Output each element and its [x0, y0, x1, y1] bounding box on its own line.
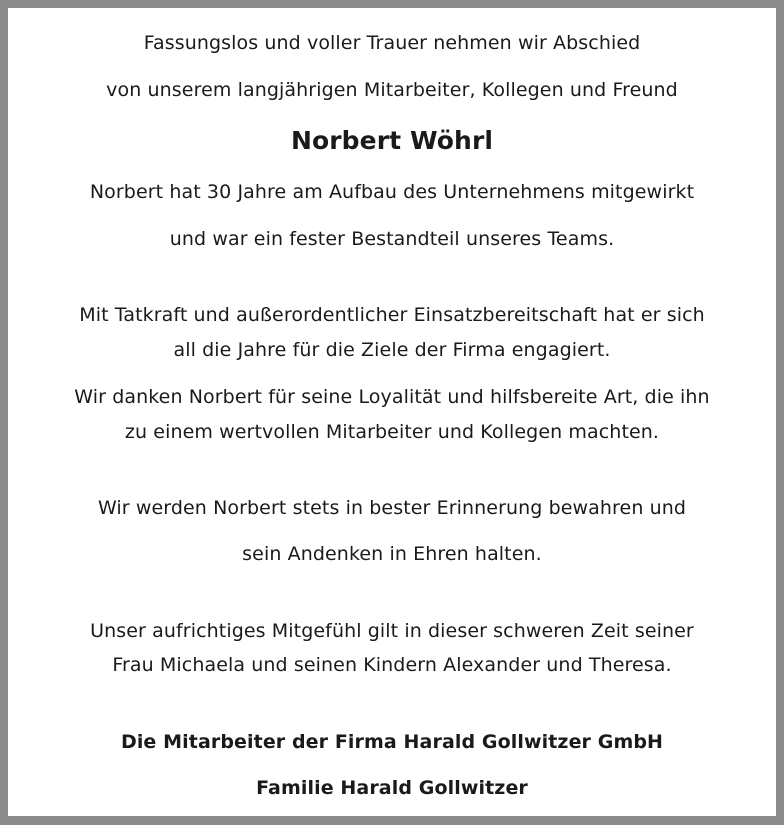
paragraph-3-line-2: zu einem wertvollen Mitarbeiter und Kollegen machten.: [124, 421, 660, 443]
signature-family: Familie Harald Gollwitzer: [256, 777, 528, 799]
paragraph-2-line-1: Mit Tatkraft und außerordentlicher Einsatzbereitschaft hat er sich: [79, 304, 705, 326]
paragraph-1-line-2: und war ein fester Bestandteil unseres Teams.: [169, 228, 615, 250]
paragraph-2-line-2: all die Jahre für die Ziele der Firma engagiert.: [173, 339, 611, 361]
paragraph-4-line-1: Wir werden Norbert stets in bester Erinnerung bewahren und: [97, 497, 687, 519]
deceased-name: Norbert Wöhrl: [290, 126, 494, 155]
paragraph-3-line-1: Wir danken Norbert für seine Loyalität und hilfsbereite Art, die ihn: [74, 386, 710, 408]
paragraph-5-line-2: Frau Michaela und seinen Kindern Alexander und Theresa.: [112, 654, 672, 676]
intro-line-1: Fassungslos und voller Trauer nehmen wir Abschied: [143, 32, 641, 54]
signature-company: Die Mitarbeiter der Firma Harald Gollwitzer GmbH: [120, 731, 664, 753]
paragraph-1-line-1: Norbert hat 30 Jahre am Aufbau des Unternehmens mitgewirkt: [89, 181, 695, 203]
paragraph-4-line-2: sein Andenken in Ehren halten.: [242, 543, 542, 565]
intro-line-2: von unserem langjährigen Mitarbeiter, Kollegen und Freund: [106, 79, 678, 101]
paragraph-5-line-1: Unser aufrichtiges Mitgefühl gilt in dieser schweren Zeit seiner: [90, 620, 694, 642]
